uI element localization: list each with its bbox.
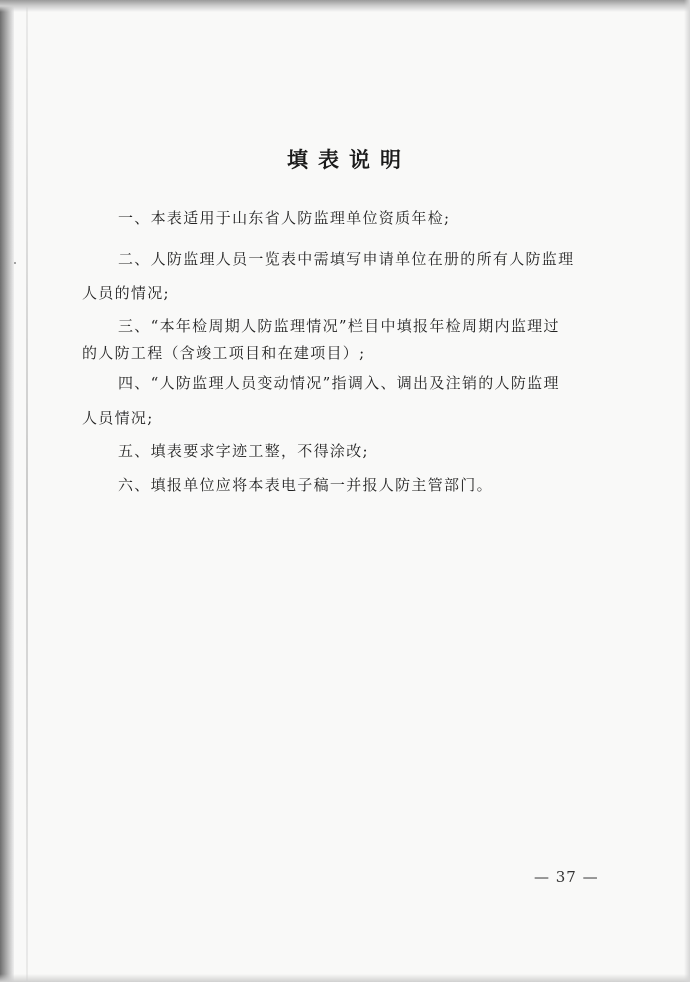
instruction-line-2: 二、人防监理人员一览表中需填写申请单位在册的所有人防监理 xyxy=(118,250,575,268)
instruction-line-1: 一、本表适用于山东省人防监理单位资质年检; xyxy=(118,209,451,227)
scan-edge-top xyxy=(0,0,690,12)
instruction-line-4-cont: 人员情况; xyxy=(82,409,154,427)
document-title: 填表说明 xyxy=(287,147,411,172)
instruction-line-4: 四、“人防监理人员变动情况”指调入、调出及注销的人防监理 xyxy=(118,374,560,392)
scan-edge-bottom xyxy=(0,974,690,982)
page-number: — 37 — xyxy=(534,868,599,886)
instruction-line-5: 五、填表要求字迹工整，不得涂改; xyxy=(118,442,369,460)
scan-speck xyxy=(14,262,16,264)
instruction-line-6: 六、填报单位应将本表电子稿一并报人防主管部门。 xyxy=(118,476,493,494)
instruction-line-3-cont: 的人防工程（含竣工项目和在建项目）; xyxy=(82,344,366,362)
instruction-line-2-cont: 人员的情况; xyxy=(82,284,170,302)
instruction-line-3: 三、“本年检周期人防监理情况”栏目中填报年检周期内监理过 xyxy=(118,317,560,335)
